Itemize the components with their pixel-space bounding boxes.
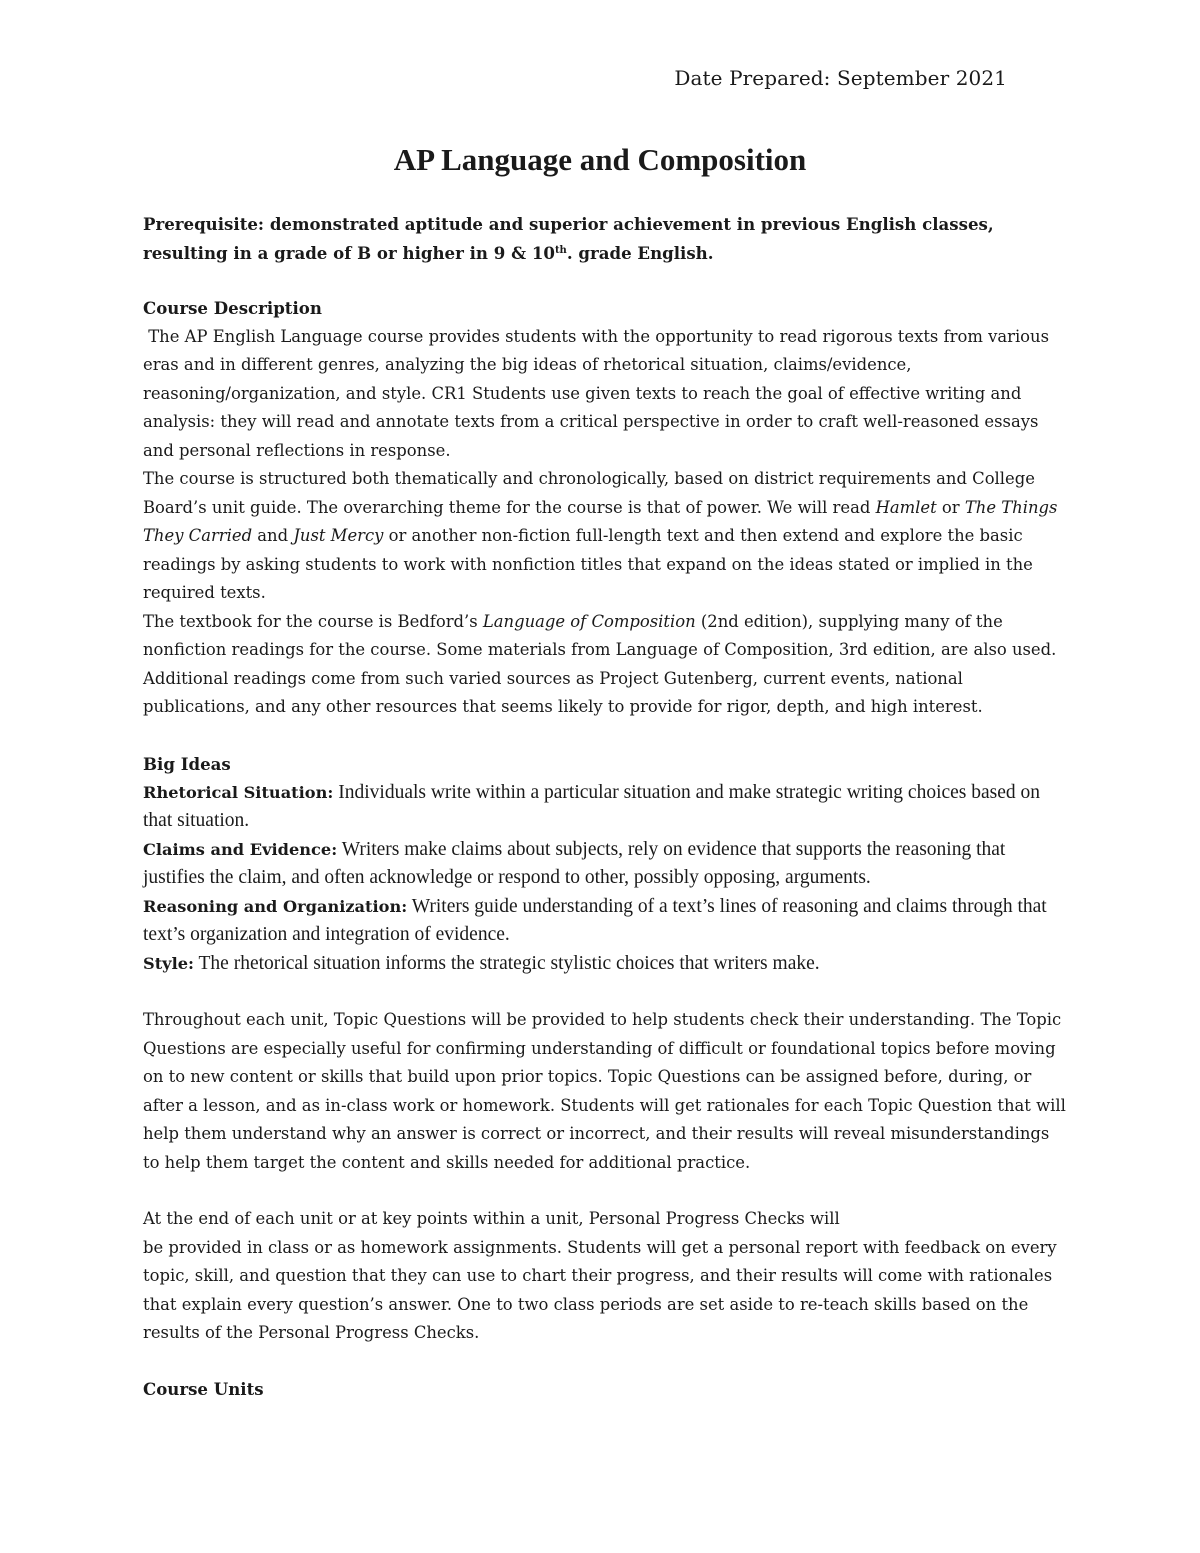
topic-questions-section <box>143 1006 1068 1177</box>
title-things-they-carried: The Things They Carried <box>143 497 1058 545</box>
big-idea-term: Claims and Evidence: <box>143 839 338 859</box>
progress-checks-line-1: At the end of each unit or at key points within a unit, Personal Progress Checks will <box>143 1209 840 1228</box>
big-idea-text: The rhetorical situation informs the strategic stylistic choices that writers make. <box>194 952 820 974</box>
p3-text-b: (2nd edition), supplying many of the nonfiction readings for the course. Some materials from Language of Composition, 3rd edition, are also used. Additional readings come from such varied sources as Project Gutenberg, current events, national publications, and any other resources that seems likely to provide for rigor, depth, and high interest. <box>143 611 1057 716</box>
prerequisite <box>143 210 1068 267</box>
p2-text-d: or another non-fiction full-length text and then extend and explore the basic readings by asking students to work with nonfiction titles that expand on the ideas stated or implied in the required texts. <box>143 526 1033 602</box>
topic-questions-paragraph: Throughout each unit, Topic Questions will be provided to help students check their understanding. The Topic Questions are especially useful for confirming understanding of difficult or foundational topics before moving on to new content or skills that build upon prior topics. Topic Questions can be assigned before, during, or after a lesson, and as in-class work or homework. Students will get rationales for each Topic Question that will help them understand why an answer is correct or incorrect, and their results will reveal misunderstandings to help them target the content and skills needed for additional practice. <box>143 1010 1066 1172</box>
course-units-heading: Course Units <box>143 1379 264 1399</box>
p2-text-c: and <box>252 526 294 545</box>
page-title: AP Language and Composition <box>393 142 807 177</box>
date-prepared: Date Prepared: September 2021 <box>674 66 1007 90</box>
prerequisite-line-2 <box>143 239 1068 268</box>
course-units-section <box>143 1375 1068 1404</box>
p2-text-b: or <box>936 497 965 517</box>
big-idea-text: Individuals write within a particular situation and make strategic writing choices based on that situation. <box>143 781 1041 831</box>
course-description-paragraph-2 <box>143 465 1068 608</box>
prerequisite-line-1: Prerequisite: demonstrated aptitude and superior achievement in previous English classes, <box>143 214 994 234</box>
big-idea-text: Writers make claims about subjects, rely on evidence that supports the reasoning that justifies the claim, and often acknowledge or respond to other, possibly opposing, arguments. <box>143 838 1006 888</box>
big-idea-term: Reasoning and Organization: <box>143 896 408 916</box>
big-idea-item <box>143 779 1068 836</box>
course-description-paragraph-3 <box>143 608 1068 722</box>
p2-text-a: The course is structured both thematically and chronologically, based on district requirements and College Board’s unit guide. The overarching theme for the course is that of power. We will read <box>143 469 1035 517</box>
course-description-section <box>143 294 1068 722</box>
big-ideas-section <box>143 750 1068 978</box>
title-language-of-composition: Language of Composition <box>482 611 696 631</box>
progress-checks-section <box>143 1205 1068 1348</box>
title-just-mercy: Just Mercy <box>293 526 384 545</box>
big-idea-item <box>143 893 1068 950</box>
progress-checks-paragraph: be provided in class or as homework assignments. Students will get a personal report with feedback on every topic, skill, and question that they can use to chart their progress, and their results will come with rationales that explain every question’s answer. One to two class periods are set aside to re-teach skills based on the results of the Personal Progress Checks. <box>143 1237 1057 1342</box>
big-ideas-heading: Big Ideas <box>143 754 231 774</box>
prerequisite-line-2-text: resulting in a grade of B or higher in 9 & 10 <box>143 242 555 263</box>
big-idea-term: Style: <box>143 953 194 973</box>
course-description-paragraph-1: The AP English Language course provides students with the opportunity to read rigorous texts from various eras and in different genres, analyzing the big ideas of rhetorical situation, claims/evidence, reasoning/organization, and style. CR1 Students use given texts to reach the goal of effective writing and analysis: they will read and annotate texts from a critical perspective in order to craft well-reasoned essays and personal reflections in response. <box>143 326 1055 460</box>
prerequisite-line-2-end: . grade English. <box>566 242 714 263</box>
big-idea-item <box>143 950 1068 979</box>
course-description-heading: Course Description <box>143 298 322 318</box>
p3-text-a: The textbook for the course is Bedford’s <box>143 611 483 631</box>
big-idea-item <box>143 836 1068 893</box>
prerequisite-superscript: th <box>554 244 567 256</box>
title-hamlet: Hamlet <box>875 497 937 517</box>
big-idea-term: Rhetorical Situation: <box>143 782 334 802</box>
big-idea-text: Writers guide understanding of a text’s lines of reasoning and claims through that text’s organization and integration of evidence. <box>143 895 1047 945</box>
